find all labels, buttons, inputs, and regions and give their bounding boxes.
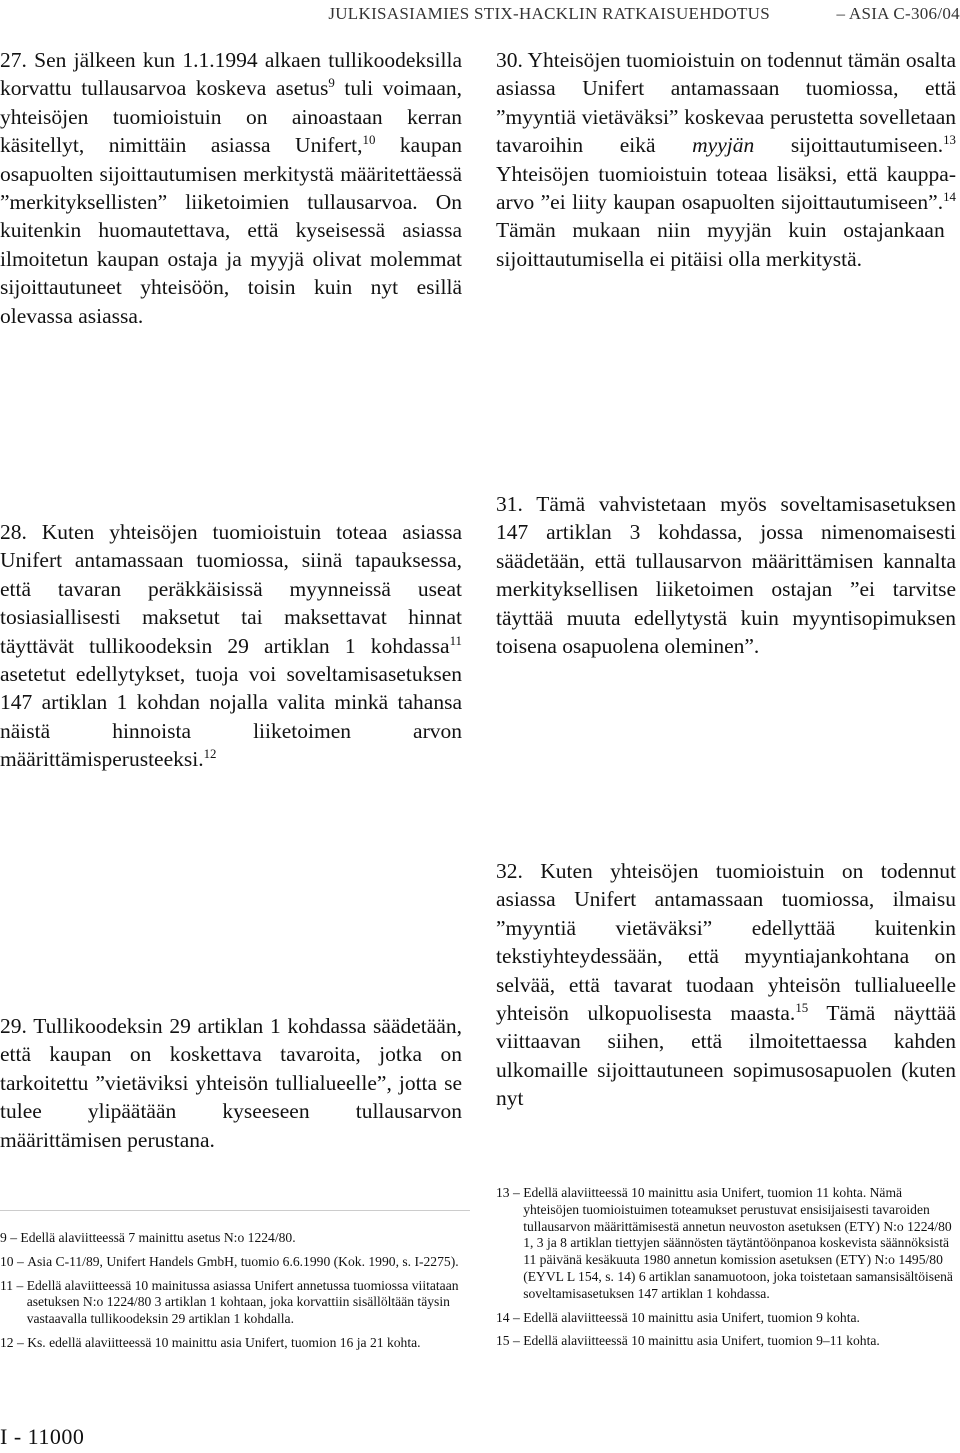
footnote-14: 14 – Edellä alaviitteessä 10 mainittu asia Unifert, tuomion 9 kohta. xyxy=(496,1309,860,1325)
paragraph-27: 27. Sen jälkeen kun 1.1.1994 alkaen tullikoodeksilla korvattu tullausarvoa koskeva asetus$^9$ tuli voimaan, yhteisöjen tuomioistuin on ainoastaan kerran käsitellyt, nimittäin asiassa Unifert,$^{10}$ kaupan osapuolten sijoittautumisen merkitystä määritettäessä ”merkityksellisten” liiketoimien tullausarvoa. On kuitenkin huomautettava, että kyseisessä asiassa ilmoitetun kaupan ostaja ja myyjä olivat molemmat sijoittautuneet yhteisöön, toisin kuin nyt esillä olevassa asiassa. xyxy=(0,48,462,328)
running-header-title: JULKISASIAMIES STIX-HACKLIN RATKAISUEHDOTUS xyxy=(328,4,770,23)
running-header xyxy=(0,2,960,32)
page-number: I - 11000 xyxy=(0,1424,85,1449)
footnote-ref-15: 15 xyxy=(795,1000,809,1015)
paragraph-30: 30. Yhteisöjen tuomioistuin on todennut tämän osalta asiassa Unifert antamassaan tuomiossa, että ”myyntiä vietäväksi” koskevaa perustetta sovelletaan tavaroihin eikä myyjän sijoittautumiseen.$^{13}$ Yhteisöjen tuomioistuin toteaa lisäksi, että kauppa-arvo ”ei liity kaupan osapuolten sijoittautumiseen”.$^{14}$ Tämän mukaan niin myyjän kuin ostajankaan sijoittautumisella ei pitäisi olla merkitystä. xyxy=(496,48,956,271)
footnote-9: 9 – Edellä alaviitteessä 7 mainittu asetus N:o 1224/80. xyxy=(0,1230,296,1245)
footnote-ref-14: 14 xyxy=(943,189,956,204)
footnote-15: 15 – Edellä alaviitteessä 10 mainittu asia Unifert, tuomion 9–11 kohta. xyxy=(496,1333,880,1349)
footnote-ref-9: 9 xyxy=(328,76,335,91)
footnote-divider xyxy=(0,1210,470,1211)
footnote-12: 12 – Ks. edellä alaviitteessä 10 mainittu asia Unifert, tuomion 16 ja 21 kohta. xyxy=(0,1334,421,1350)
footnotes-left xyxy=(0,1230,462,1352)
running-header-case: – ASIA C-306/04 xyxy=(836,4,960,23)
footnote-13: 13 – Edellä alaviitteessä 10 mainittu asia Unifert, tuomion 11 kohta. Nämä yhteisöjen tuomioistuimen toteamukset perustuvat ensisijaisesti tavaroiden tullausarvon määrittämisestä annetun neuvoston asetuksen (ETY) N:o 1224/80 1, 3 ja 8 artiklan tiettyjen säännösten täytäntöönpanoa koskevista säännöksistä 11 päivänä kesäkuuta 1980 annetun komission asetuksen (ETY) N:o 1495/80 (EYVL L 154, s. 14) 6 artiklan sanamuotoon, joka toistetaan samansisältöisenä soveltamisasetuksen 147 artiklan 1 kohdassa. xyxy=(496,1185,953,1301)
paragraph-31: 31. Tämä vahvistetaan myös soveltamisasetuksen 147 artiklan 3 kohdassa, jossa nimenomaisesti säädetään, että tullausarvon määrittämisen kannalta merkityksellisen liiketoimen ostajan ”ei tarvitse täyttää muuta edellytystä kuin myyntisopimuksen toisena osapuolena oleminen”. xyxy=(496,492,956,659)
footnote-10: 10 – Asia C-11/89, Unifert Handels GmbH, tuomio 6.6.1990 (Kok. 1990, s. I-2275). xyxy=(0,1253,459,1269)
paragraph-32: 32. Kuten yhteisöjen tuomioistuin on todennut asiassa Unifert antamassaan tuomiossa, ilmaisu ”myyntiä vietäväksi” edellyttää kuitenkin tekstiyhteydessään, että myyntiajankohtana on selvää, että tavarat tuodaan yhteisön tullialueelle yhteisön ulkopuolisesta maasta.$^{15}$ Tämä näyttää viittaavan siihen, että ilmoitettaessa kahden ulkomaille sijoittautuneen sopimusosapuolen (kuten nyt xyxy=(496,859,956,1111)
paragraph-29: 29. Tullikoodeksin 29 artiklan 1 kohdassa säädetään, että kaupan on koskettava tavaroita, jotka on tarkoitettu ”vietäviksi yhteisön tullialueelle”, jotta se tulee ylipäätään kyseeseen tullausarvon määrittämisen perustana. xyxy=(0,1014,462,1152)
paragraph-28: 28. Kuten yhteisöjen tuomioistuin toteaa asiassa Unifert antamassaan tuomiossa, siinä tapauksessa, että tavaran peräkkäisissä myynneissä useat tosiasiallisesti maksetut tai maksettavat hinnat täyttävät tullikoodeksin 29 artiklan 1 kohdassa$^{11}$ asetetut edellytykset, tuoja voi soveltamisasetuksen 147 artiklan 1 kohdan nojalla valita minkä tahansa näistä hinnoista liiketoimen arvon määrittämisperusteeksi.$^{12}$ xyxy=(0,520,462,772)
footnote-ref-10: 10 xyxy=(362,133,376,148)
footnote-ref-13: 13 xyxy=(943,133,956,148)
footnote-11: 11 – Edellä alaviitteessä 10 mainitussa asiassa Unifert annetussa tuomiossa viitataan asetuksen N:o 1224/80 3 artiklan 1 kohtaan, joka korvattiin sisällöltään täysin vastaavalla tullikoodeksin 29 artiklan 1 kohdalla. xyxy=(0,1277,459,1327)
footnote-ref-12: 12 xyxy=(203,747,217,762)
footnote-ref-11: 11 xyxy=(449,633,462,648)
footnotes-right xyxy=(496,1185,956,1350)
